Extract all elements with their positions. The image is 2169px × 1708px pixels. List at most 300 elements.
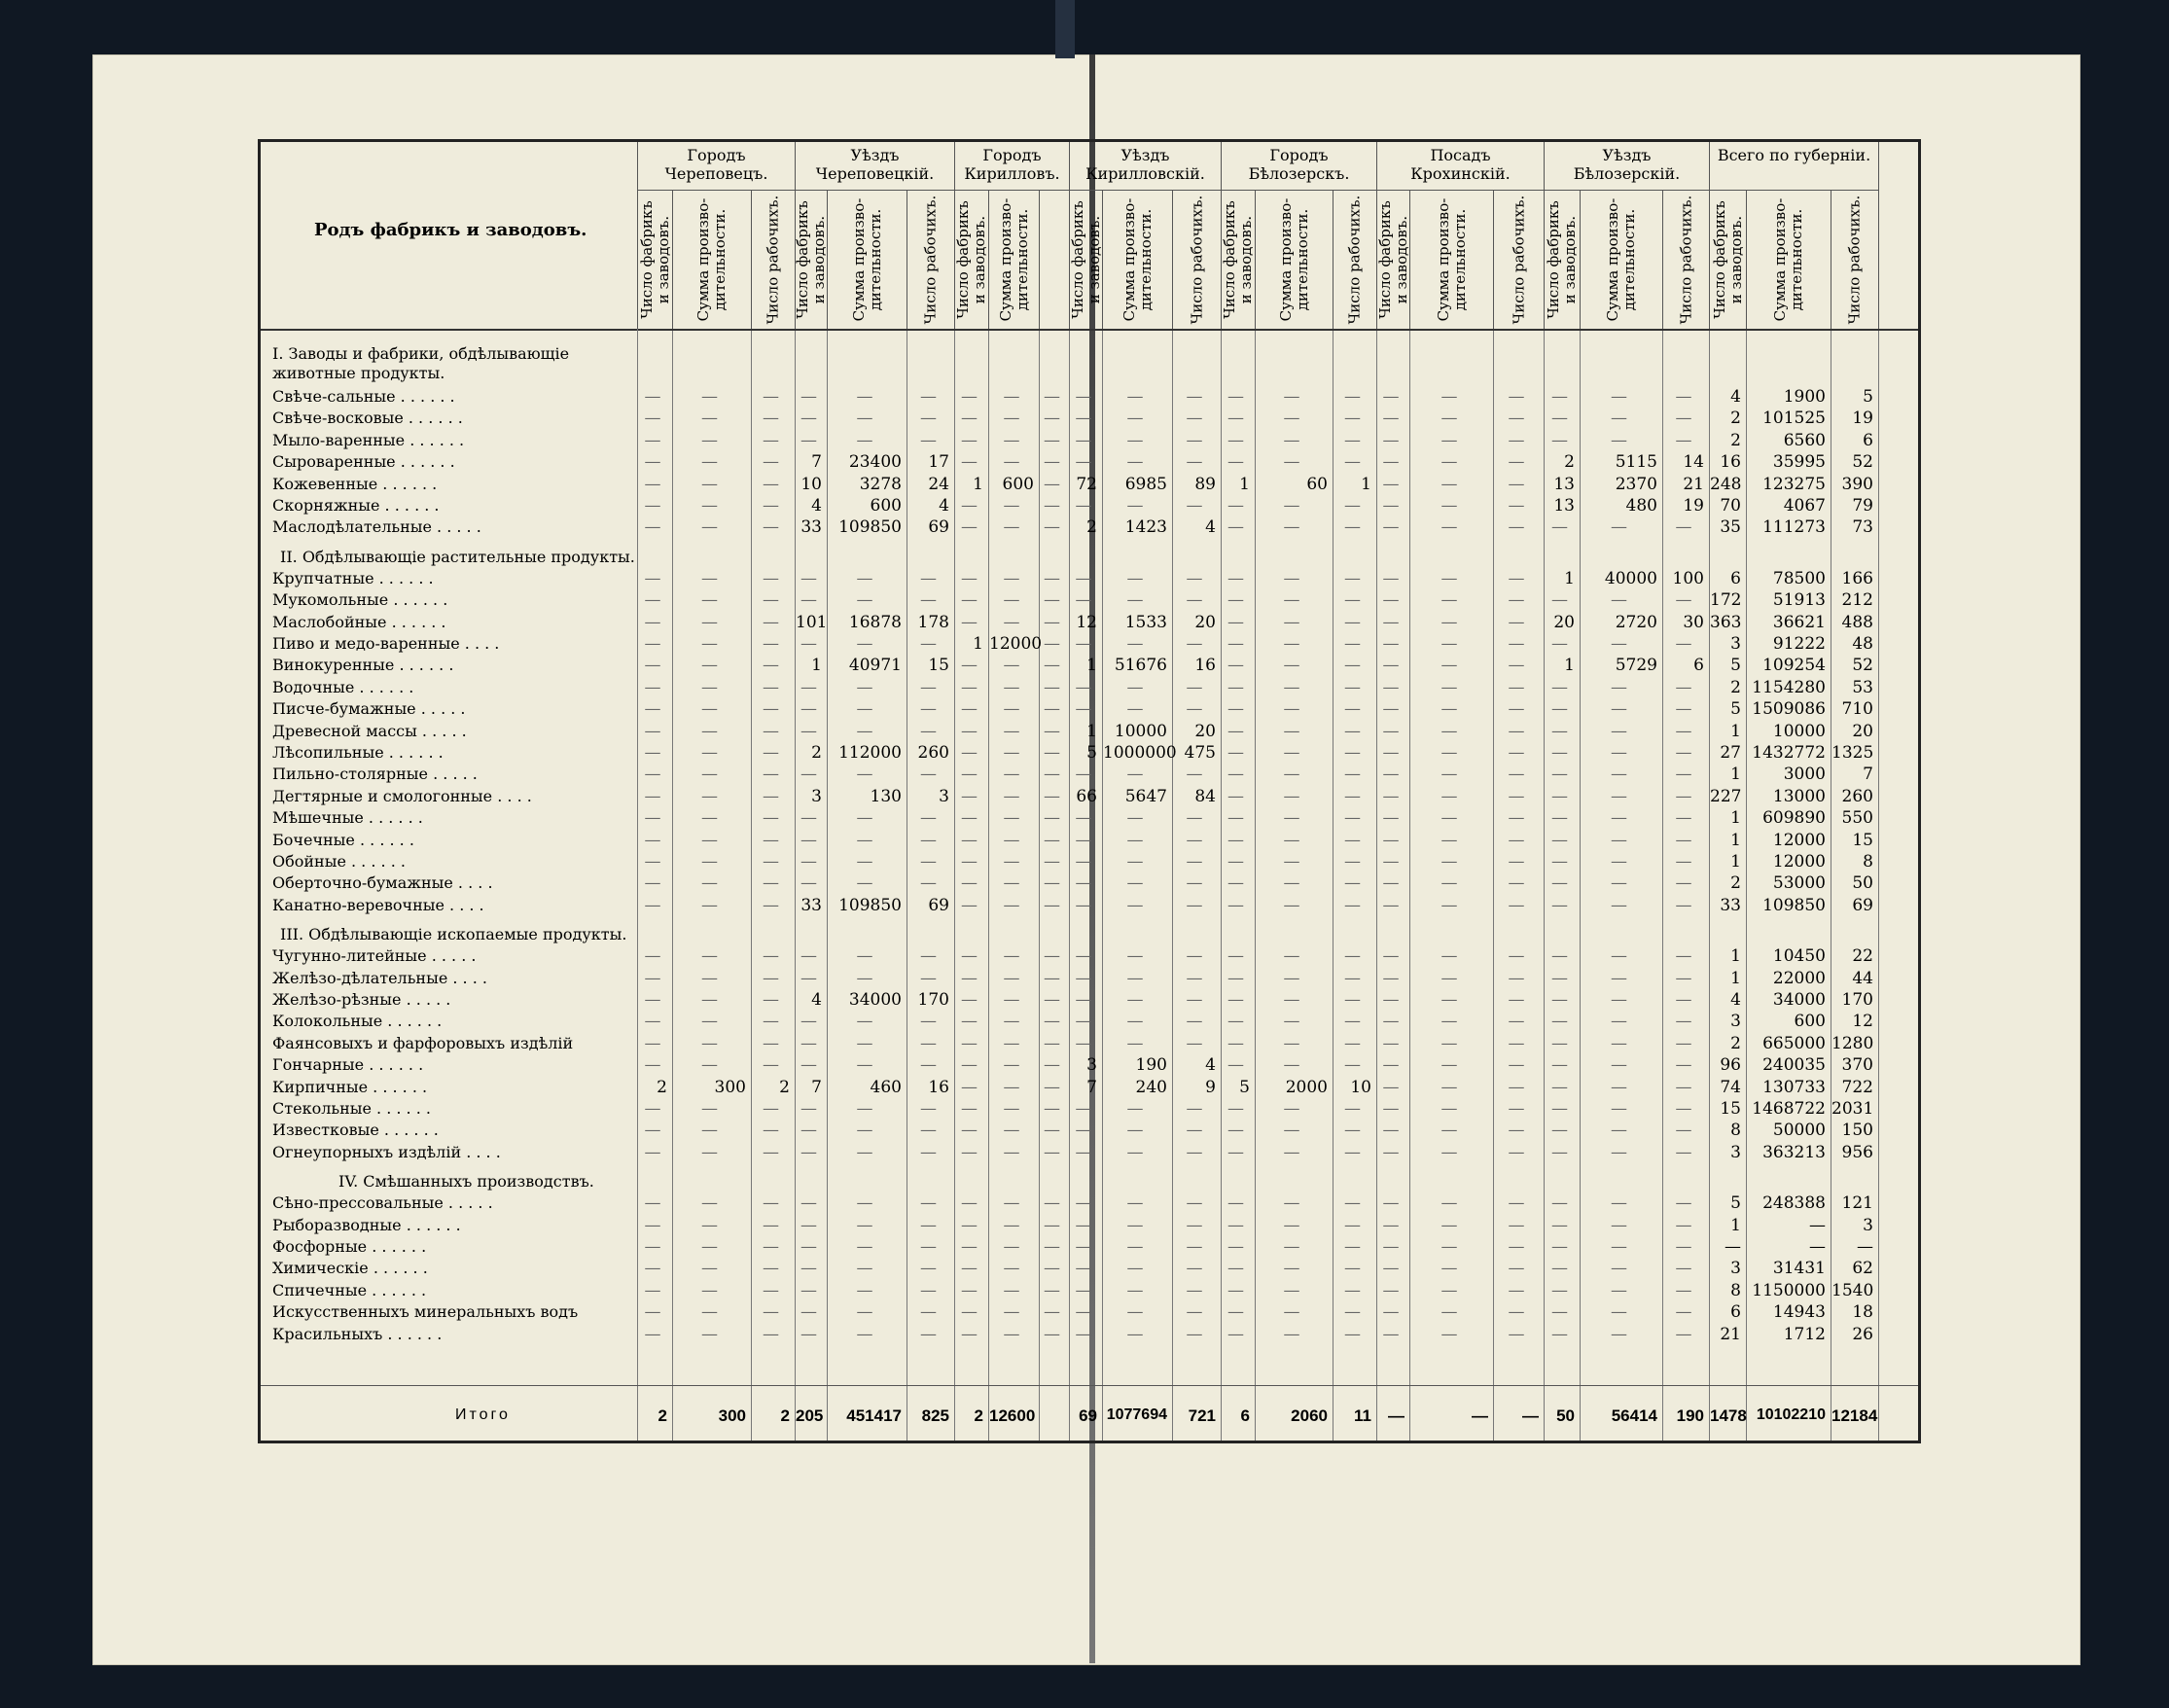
table-cell: —: [1003, 1055, 1020, 1076]
table-cell: —: [644, 765, 661, 785]
table-cell: 460: [870, 1077, 902, 1097]
table-cell: 1432772: [1752, 743, 1826, 763]
table-cell: —: [701, 1055, 718, 1076]
table-cell: —: [1227, 677, 1244, 697]
table-cell: 10: [800, 474, 822, 494]
table-cell: —: [1044, 474, 1060, 494]
table-cell: 91222: [1772, 634, 1826, 654]
table-cell: —: [1382, 1099, 1400, 1119]
row-label: Сыроваренные . . . . . .: [272, 452, 455, 472]
table-cell: —: [961, 786, 978, 806]
table-cell: —: [763, 808, 779, 829]
table-cell: 7: [811, 452, 822, 473]
table-cell: —: [644, 1193, 661, 1214]
table-cell: —: [1551, 721, 1568, 741]
table-cell: —: [1675, 1077, 1692, 1097]
table-cell: —: [701, 1215, 718, 1235]
table-cell: 1154280: [1752, 677, 1826, 697]
table-cell: 21: [1683, 474, 1704, 494]
table-cell: 7: [1863, 765, 1873, 785]
row-label: Крупчатные . . . . . .: [272, 568, 434, 587]
table-cell: —: [1227, 808, 1244, 829]
table-cell: —: [920, 1237, 937, 1257]
row-label: Скорняжные . . . . . .: [272, 496, 440, 515]
table-cell: —: [1508, 677, 1525, 697]
table-cell: —: [1044, 990, 1060, 1010]
table-cell: —: [961, 808, 978, 829]
table-cell: 109254: [1762, 656, 1826, 676]
table-cell: 5: [1730, 656, 1741, 676]
table-cell: 4: [1205, 517, 1216, 538]
table-cell: 15: [928, 656, 949, 676]
table-cell: —: [1382, 895, 1400, 915]
table-cell: —: [1003, 946, 1020, 967]
table-cell: —: [1344, 830, 1361, 850]
table-cell: —: [644, 968, 661, 988]
table-cell: —: [800, 1033, 817, 1053]
table-cell: 1: [1730, 830, 1741, 850]
column-header: [828, 191, 907, 329]
row-label: Кирпичные . . . . . .: [272, 1077, 428, 1096]
table-cell: 14943: [1772, 1302, 1826, 1323]
table-cell: 36621: [1772, 612, 1826, 632]
table-cell: —: [1227, 430, 1244, 450]
table-cell: —: [1126, 430, 1144, 450]
table-cell: —: [763, 968, 779, 988]
table-cell: —: [1227, 1055, 1244, 1076]
table-cell: —: [961, 430, 978, 450]
table-cell: 3: [1730, 634, 1741, 654]
table-cell: —: [1186, 1324, 1203, 1344]
table-cell: 8: [1863, 852, 1873, 872]
table-cell: —: [1508, 990, 1525, 1010]
table-row: [261, 1143, 1918, 1164]
table-cell: —: [1283, 409, 1300, 429]
table-row: [261, 722, 1918, 743]
table-cell: —: [1675, 895, 1692, 915]
column-header-text: Сумма произво- дительности.: [1120, 197, 1155, 322]
table-cell: —: [1003, 830, 1020, 850]
table-row: [261, 1259, 1918, 1280]
group-header: Уѣздъ Бѣлозерскій.: [1545, 142, 1710, 191]
table-cell: —: [701, 590, 718, 611]
table-cell: 16: [1194, 656, 1216, 676]
table-cell: —: [1186, 1033, 1203, 1053]
table-cell: —: [1611, 590, 1627, 611]
table-cell: —: [763, 765, 779, 785]
table-cell: —: [1508, 1302, 1525, 1323]
table-cell: —: [961, 765, 978, 785]
column-header: [1831, 191, 1879, 329]
table-cell: —: [1611, 808, 1627, 829]
table-cell: —: [1508, 452, 1525, 473]
table-cell: —: [763, 786, 779, 806]
column-header: [1040, 191, 1070, 329]
table-cell: 130: [870, 786, 902, 806]
table-row: [261, 1034, 1918, 1055]
table-cell: —: [961, 1121, 978, 1141]
table-cell: —: [701, 1259, 718, 1279]
table-cell: —: [644, 699, 661, 720]
table-cell: 260: [917, 743, 949, 763]
table-cell: —: [644, 1280, 661, 1300]
table-cell: —: [1044, 721, 1060, 741]
section-title: II. Обдѣлывающіе растительные продукты.: [280, 547, 635, 566]
table-cell: —: [644, 496, 661, 516]
column-header-text: Число рабочихъ.: [764, 195, 782, 325]
row-label: Лѣсопильные . . . . . .: [272, 743, 444, 762]
table-cell: 1: [1730, 946, 1741, 967]
table-cell: —: [1044, 699, 1060, 720]
total-cell: 205: [796, 1406, 824, 1425]
row-label: Гончарные . . . . . .: [272, 1055, 424, 1075]
table-cell: 34000: [848, 990, 902, 1010]
table-cell: 1: [811, 656, 822, 676]
table-cell: —: [1675, 1142, 1692, 1162]
table-cell: —: [1075, 990, 1092, 1010]
table-cell: 20: [1194, 612, 1216, 632]
row-label: Сѣно-прессовальные . . . . .: [272, 1193, 493, 1213]
table-cell: —: [1044, 656, 1060, 676]
table-cell: —: [1075, 1302, 1092, 1323]
table-cell: —: [1382, 852, 1400, 872]
table-cell: —: [920, 590, 937, 611]
table-row: [261, 896, 1918, 917]
total-cell: 2: [658, 1406, 667, 1425]
table-cell: —: [1382, 517, 1400, 538]
table-cell: —: [920, 1280, 937, 1300]
table-cell: —: [961, 387, 978, 407]
table-cell: —: [856, 677, 873, 697]
table-cell: —: [856, 568, 873, 588]
table-cell: —: [1003, 1012, 1020, 1032]
column-header-text: Сумма произво- дительности.: [1604, 197, 1638, 322]
table-cell: —: [1611, 699, 1627, 720]
table-cell: —: [961, 1259, 978, 1279]
table-cell: —: [1508, 1259, 1525, 1279]
table-cell: —: [763, 1033, 779, 1053]
table-cell: —: [1611, 1099, 1627, 1119]
table-cell: —: [800, 590, 817, 611]
table-cell: —: [1186, 1215, 1203, 1235]
table-cell: 12: [1852, 1012, 1873, 1032]
column-header-text: Число фабрикъ и заводовъ.: [1710, 200, 1745, 319]
table-cell: —: [1344, 1280, 1361, 1300]
table-cell: —: [961, 830, 978, 850]
table-cell: —: [1075, 568, 1092, 588]
table-cell: —: [1227, 517, 1244, 538]
table-cell: —: [1283, 1033, 1300, 1053]
table-cell: —: [1551, 1121, 1568, 1141]
table-cell: —: [1227, 946, 1244, 967]
table-cell: 5115: [1615, 452, 1657, 473]
table-cell: —: [961, 1193, 978, 1214]
table-cell: —: [1003, 852, 1020, 872]
table-cell: —: [1551, 1259, 1568, 1279]
table-cell: —: [1186, 765, 1203, 785]
table-cell: —: [1003, 1259, 1020, 1279]
table-cell: —: [1186, 873, 1203, 894]
table-cell: —: [1382, 568, 1400, 588]
table-cell: —: [856, 1280, 873, 1300]
table-cell: —: [1551, 1142, 1568, 1162]
table-cell: —: [1003, 1237, 1020, 1257]
table-cell: —: [1283, 990, 1300, 1010]
table-cell: —: [1508, 474, 1525, 494]
table-cell: —: [1044, 517, 1060, 538]
table-cell: —: [1611, 946, 1627, 967]
table-cell: —: [856, 409, 873, 429]
row-label: Фосфорные . . . . . .: [272, 1237, 427, 1256]
total-cell: 300: [718, 1406, 746, 1425]
table-cell: —: [800, 1142, 817, 1162]
table-cell: —: [1382, 743, 1400, 763]
table-cell: 240035: [1762, 1055, 1826, 1076]
table-row: [261, 699, 1918, 721]
table-cell: —: [1551, 634, 1568, 654]
table-cell: —: [1675, 765, 1692, 785]
column-header-text: Число фабрикъ и заводовъ.: [1545, 200, 1579, 319]
table-cell: 2: [1730, 873, 1741, 894]
table-cell: 84: [1194, 786, 1216, 806]
column-header-text: Число рабочихъ.: [1188, 195, 1205, 325]
table-cell: —: [920, 765, 937, 785]
table-cell: —: [1440, 496, 1458, 516]
table-cell: —: [701, 699, 718, 720]
table-cell: 1540: [1831, 1280, 1874, 1300]
table-cell: —: [1283, 496, 1300, 516]
table-cell: 4: [811, 990, 822, 1010]
table-cell: —: [1044, 409, 1060, 429]
table-cell: —: [701, 830, 718, 850]
table-cell: —: [644, 1259, 661, 1279]
table-cell: 600: [1002, 474, 1034, 494]
table-cell: —: [1126, 699, 1144, 720]
table-cell: —: [1675, 1302, 1692, 1323]
table-cell: —: [1675, 1055, 1692, 1076]
table-cell: 2000: [1285, 1077, 1328, 1097]
table-cell: —: [856, 968, 873, 988]
table-cell: —: [763, 1012, 779, 1032]
table-cell: —: [1126, 1324, 1144, 1344]
table-cell: —: [1382, 612, 1400, 632]
table-cell: —: [1675, 990, 1692, 1010]
table-cell: 33: [1720, 895, 1741, 915]
table-cell: —: [1126, 634, 1144, 654]
table-cell: —: [644, 634, 661, 654]
table-cell: 488: [1841, 612, 1873, 632]
group-header: Уѣздъ Череповецкій.: [796, 142, 955, 191]
table-cell: —: [800, 1121, 817, 1141]
table-cell: —: [1675, 1237, 1692, 1257]
table-cell: 10450: [1772, 946, 1826, 967]
table-cell: —: [1344, 808, 1361, 829]
table-cell: —: [1075, 873, 1092, 894]
row-label: Писче-бумажные . . . . .: [272, 699, 466, 719]
table-cell: 1: [1086, 656, 1097, 676]
table-cell: —: [961, 590, 978, 611]
table-cell: 72: [1076, 474, 1097, 494]
table-cell: 3: [1730, 1142, 1741, 1162]
table-cell: —: [644, 387, 661, 407]
section-title: IV. Смѣшанныхъ производствъ.: [338, 1172, 594, 1192]
table-cell: —: [763, 1193, 779, 1214]
table-cell: —: [856, 430, 873, 450]
table-row: [261, 765, 1918, 786]
table-cell: —: [1126, 1142, 1144, 1162]
table-cell: —: [1283, 1193, 1300, 1214]
table-cell: 4: [939, 496, 949, 516]
table-cell: —: [1382, 990, 1400, 1010]
table-cell: 44: [1852, 968, 1873, 988]
row-label: Спичечные . . . . . .: [272, 1280, 427, 1299]
table-cell: —: [701, 990, 718, 1010]
table-cell: —: [1440, 568, 1458, 588]
table-cell: —: [701, 634, 718, 654]
table-cell: 1150000: [1752, 1280, 1826, 1300]
table-cell: —: [1382, 1055, 1400, 1076]
table-cell: —: [763, 612, 779, 632]
table-cell: —: [1186, 1302, 1203, 1323]
table-cell: —: [1440, 786, 1458, 806]
table-row: [261, 387, 1918, 409]
table-row: [261, 613, 1918, 634]
table-cell: —: [800, 1055, 817, 1076]
table-cell: —: [1440, 968, 1458, 988]
table-cell: 20: [1852, 721, 1873, 741]
group-header: Городъ Бѣлозерскъ.: [1222, 142, 1377, 191]
table-cell: 722: [1841, 1077, 1873, 1097]
table-cell: —: [1344, 677, 1361, 697]
table-cell: —: [1126, 452, 1144, 473]
table-cell: —: [920, 721, 937, 741]
column-header-text: Сумма произво- дительности.: [849, 197, 884, 322]
table-cell: —: [1227, 1121, 1244, 1141]
table-cell: —: [856, 1302, 873, 1323]
table-cell: —: [1675, 1324, 1692, 1344]
table-cell: —: [1344, 786, 1361, 806]
table-cell: —: [1283, 1302, 1300, 1323]
table-cell: —: [1675, 409, 1692, 429]
table-cell: —: [701, 677, 718, 697]
table-cell: —: [1003, 721, 1020, 741]
table-cell: —: [644, 1324, 661, 1344]
table-cell: —: [1075, 808, 1092, 829]
table-cell: 1468722: [1752, 1099, 1826, 1119]
table-cell: —: [1186, 496, 1203, 516]
table-cell: —: [961, 699, 978, 720]
table-cell: —: [1440, 1121, 1458, 1141]
table-cell: —: [1675, 946, 1692, 967]
table-cell: —: [800, 1237, 817, 1257]
table-cell: 1900: [1783, 387, 1826, 407]
table-cell: —: [961, 612, 978, 632]
table-cell: —: [1611, 1215, 1627, 1235]
group-header: Городъ Череповецъ.: [638, 142, 796, 191]
table-cell: —: [1003, 612, 1020, 632]
table-cell: 52: [1852, 656, 1873, 676]
table-cell: —: [1675, 1280, 1692, 1300]
table-cell: —: [856, 765, 873, 785]
table-cell: 3: [811, 786, 822, 806]
group-header: Городъ Кирилловъ.: [955, 142, 1070, 191]
table-cell: —: [1440, 873, 1458, 894]
table-cell: 53000: [1772, 873, 1826, 894]
table-cell: 609890: [1762, 808, 1826, 829]
table-cell: —: [1508, 517, 1525, 538]
table-cell: —: [701, 721, 718, 741]
table-cell: 60: [1306, 474, 1328, 494]
table-cell: —: [1551, 946, 1568, 967]
table-cell: —: [1382, 1142, 1400, 1162]
table-cell: 600: [870, 496, 902, 516]
table-cell: —: [1551, 1302, 1568, 1323]
table-cell: 475: [1184, 743, 1216, 763]
table-cell: —: [800, 409, 817, 429]
table-row: [261, 475, 1918, 496]
row-label: Известковые . . . . . .: [272, 1121, 439, 1140]
table-cell: —: [1382, 656, 1400, 676]
table-cell: —: [800, 430, 817, 450]
table-cell: —: [763, 699, 779, 720]
table-cell: —: [1075, 1215, 1092, 1235]
table-cell: —: [1075, 830, 1092, 850]
table-cell: —: [1186, 1099, 1203, 1119]
table-cell: 15: [1720, 1099, 1741, 1119]
table-row: [261, 969, 1918, 990]
table-cell: 7: [1086, 1077, 1097, 1097]
table-cell: —: [1283, 387, 1300, 407]
table-cell: —: [644, 1237, 661, 1257]
table-cell: —: [1382, 721, 1400, 741]
table-cell: —: [800, 1099, 817, 1119]
table-cell: 5: [1086, 743, 1097, 763]
table-cell: —: [1344, 430, 1361, 450]
table-cell: —: [920, 568, 937, 588]
table-cell: —: [1126, 1215, 1144, 1235]
table-cell: 9: [1205, 1077, 1216, 1097]
table-cell: —: [644, 990, 661, 1010]
table-cell: —: [1611, 1077, 1627, 1097]
table-cell: —: [1126, 873, 1144, 894]
table-cell: —: [1382, 677, 1400, 697]
table-row: [261, 831, 1918, 852]
table-cell: 8: [1730, 1280, 1741, 1300]
row-label: Пильно-столярные . . . . .: [272, 765, 478, 784]
table-cell: —: [1382, 409, 1400, 429]
row-label: Красильныхъ . . . . . .: [272, 1324, 443, 1343]
column-header: [1256, 191, 1333, 329]
table-cell: —: [961, 743, 978, 763]
table-row: [261, 1099, 1918, 1121]
table-cell: —: [1344, 1033, 1361, 1053]
column-header-text: Число рабочихъ.: [1345, 195, 1364, 325]
row-label: Дегтярные и смологонные . . . .: [272, 786, 532, 805]
table-cell: —: [1126, 830, 1144, 850]
table-cell: —: [1283, 699, 1300, 720]
table-cell: —: [1003, 699, 1020, 720]
table-cell: 35: [1720, 517, 1741, 538]
table-cell: —: [1227, 1302, 1244, 1323]
table-row: [261, 656, 1918, 677]
table-cell: —: [1075, 1142, 1092, 1162]
table-cell: —: [763, 1121, 779, 1141]
table-cell: 1: [1564, 656, 1575, 676]
table-cell: 212: [1841, 590, 1873, 611]
table-cell: —: [856, 1259, 873, 1279]
column-header: [673, 191, 752, 329]
table-cell: 2: [1730, 430, 1741, 450]
